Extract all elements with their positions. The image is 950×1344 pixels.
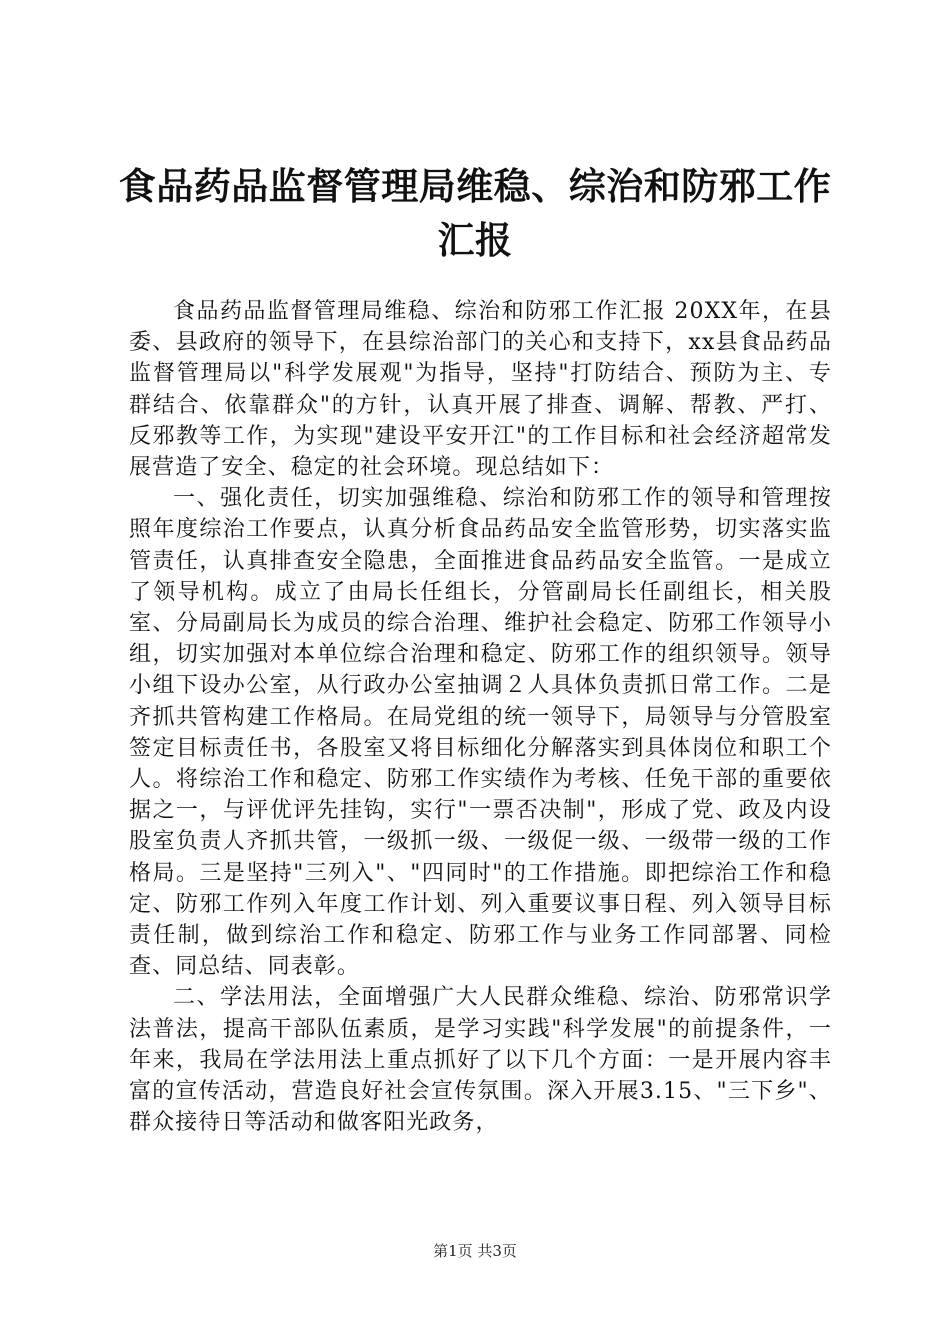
document-title: 食品药品监督管理局维稳、综治和防邪工作汇报	[118, 165, 832, 262]
paragraph-section-two: 二、学法用法，全面增强广大人民群众维稳、综治、防邪常识学法普法，提高干部队伍素质，是学习实践"科学发展"的前提条件，一年来，我局在学法用法上重点抓好了以下几个方面：一是开展内容丰富的宣传活动，营造良好社会宣传氛围。深入开展3.15、"三下乡"、群众接待日等活动和做客阳光政务，	[129, 985, 832, 1136]
page-footer: 第1页 共3页	[433, 1242, 517, 1260]
document-body	[129, 296, 832, 1138]
paragraph-intro: 食品药品监督管理局维稳、综治和防邪工作汇报 20XX年，在县委、县政府的领导下，在县综治部门的关心和支持下，xx县食品药品监督管理局以"科学发展观"为指导，坚持"打防结合、预防为主、专群结合、依靠群众"的方针，认真开展了排查、调解、帮教、严打、反邪教等工作，为实现"建设平安开江"的工作目标和社会经济超常发展营造了安全、稳定的社会环境。现总结如下：	[129, 299, 832, 481]
paragraph-section-one: 一、强化责任，切实加强维稳、综治和防邪工作的领导和管理按照年度综治工作要点，认真分析食品药品安全监管形势，切实落实监管责任，认真排查安全隐患，全面推进食品药品安全监管。一是成立了领导机构。成立了由局长任组长，分管副局长任副组长，相关股室、分局副局长为成员的综合治理、维护社会稳定、防邪工作领导小组，切实加强对本单位综合治理和稳定、防邪工作的组织领导。领导小组下设办公室，从行政办公室抽调２人具体负责抓日常工作。二是齐抓共管构建工作格局。在局党组的统一领导下，局领导与分管股室签定目标责任书，各股室又将目标细化分解落实到具体岗位和职工个人。将综治工作和稳定、防邪工作实绩作为考核、任免干部的重要依据之一，与评优评先挂钩，实行"一票否决制"，形成了党、政及内设股室负责人齐抓共管，一级抓一级、一级促一级、一级带一级的工作格局。三是坚持"三列入"、"四同时"的工作措施。即把综治工作和稳定、防邪工作列入年度工作计划、列入重要议事日程、列入领导目标责任制，做到综治工作和稳定、防邪工作与业务工作同部署、同检查、同总结、同表彰。	[129, 486, 832, 980]
